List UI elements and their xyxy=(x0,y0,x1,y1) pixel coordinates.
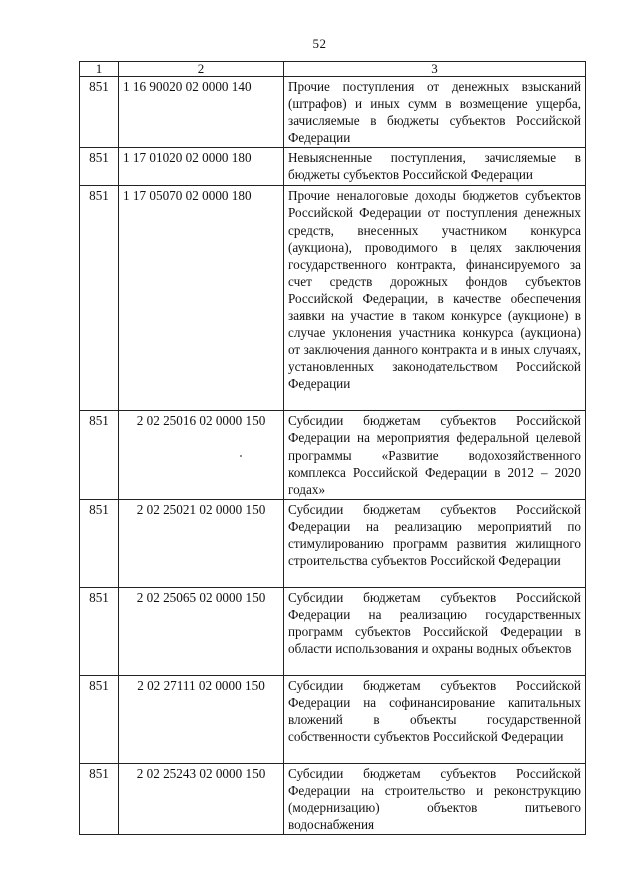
revenue-name-cell: Субсидии бюджетам субъектов Российской Федерации на реализацию мероприятий по стимулированию программ развития жилищного строительства субъектов Российской Федерации xyxy=(284,499,586,587)
table-row xyxy=(80,411,586,499)
revenue-name-cell: Субсидии бюджетам субъектов Российской Федерации на софинансирование капитальных вложений в объекты государственной собственности субъектов Российской Федерации xyxy=(284,675,586,763)
column-header-3: 3 xyxy=(284,62,586,77)
admin-code-cell: 851 xyxy=(80,148,119,186)
admin-code-cell: 851 xyxy=(80,499,119,587)
revenue-code-cell: 2 02 25065 02 0000 150 xyxy=(119,587,284,675)
table-row xyxy=(80,186,586,411)
table-row xyxy=(80,499,586,587)
admin-code-cell: 851 xyxy=(80,186,119,411)
table-row xyxy=(80,148,586,186)
revenue-name-cell: Субсидии бюджетам субъектов Российской Федерации на строительство и реконструкцию (модернизацию) объектов питьевого водоснабжения xyxy=(284,763,586,834)
revenue-name-cell: Прочие неналоговые доходы бюджетов субъектов Российской Федерации от поступления денежных средств, внесенных участником конкурса (аукциона), проводимого в целях заключения государственного контракта, финансируемого за счет средств дорожных фондов субъектов Российской Федерации, в качестве обеспечения заявки на участие в таком конкурсе (аукционе) в случае уклонения участника конкурса (аукциона) от заключения данного контракта и в иных случаях, установленных законодательством Российской Федерации xyxy=(284,186,586,411)
table-row xyxy=(80,675,586,763)
revenue-code-cell: 2 02 25021 02 0000 150 xyxy=(119,499,284,587)
table-row xyxy=(80,587,586,675)
revenue-name-cell: Субсидии бюджетам субъектов Российской Федерации на реализацию государственных программ субъектов Российской Федерации в области использования и охраны водных объектов xyxy=(284,587,586,675)
column-header-1: 1 xyxy=(80,62,119,77)
page-number: 52 xyxy=(312,36,327,51)
revenue-code-cell: 2 02 25016 02 0000 150 xyxy=(119,411,284,499)
revenue-name-cell: Прочие поступления от денежных взысканий (штрафов) и иных сумм в возмещение ущерба, зачисляемые в бюджеты субъектов Российской Федерации xyxy=(284,77,586,148)
admin-code-cell: 851 xyxy=(80,587,119,675)
admin-code-cell: 851 xyxy=(80,77,119,148)
table-row xyxy=(80,77,586,148)
budget-revenue-table xyxy=(79,61,586,835)
table-header-row xyxy=(80,62,586,77)
revenue-name-cell: Невыясненные поступления, зачисляемые в бюджеты субъектов Российской Федерации xyxy=(284,148,586,186)
revenue-code-cell: 2 02 25243 02 0000 150 xyxy=(119,763,284,834)
revenue-code-cell: 2 02 27111 02 0000 150 xyxy=(119,675,284,763)
admin-code-cell: 851 xyxy=(80,411,119,499)
admin-code-cell: 851 xyxy=(80,675,119,763)
column-header-2: 2 xyxy=(119,62,284,77)
revenue-name-cell: Субсидии бюджетам субъектов Российской Федерации на мероприятия федеральной целевой программы «Развитие водохозяйственного комплекса Российской Федерации в 2012 – 2020 годах» xyxy=(284,411,586,499)
revenue-code-cell: 1 17 05070 02 0000 180 xyxy=(119,186,284,411)
table-row xyxy=(80,763,586,834)
revenue-code-cell: 1 16 90020 02 0000 140 xyxy=(119,77,284,148)
admin-code-cell: 851 xyxy=(80,763,119,834)
revenue-code-cell: 1 17 01020 02 0000 180 xyxy=(119,148,284,186)
scan-speck xyxy=(240,455,242,457)
